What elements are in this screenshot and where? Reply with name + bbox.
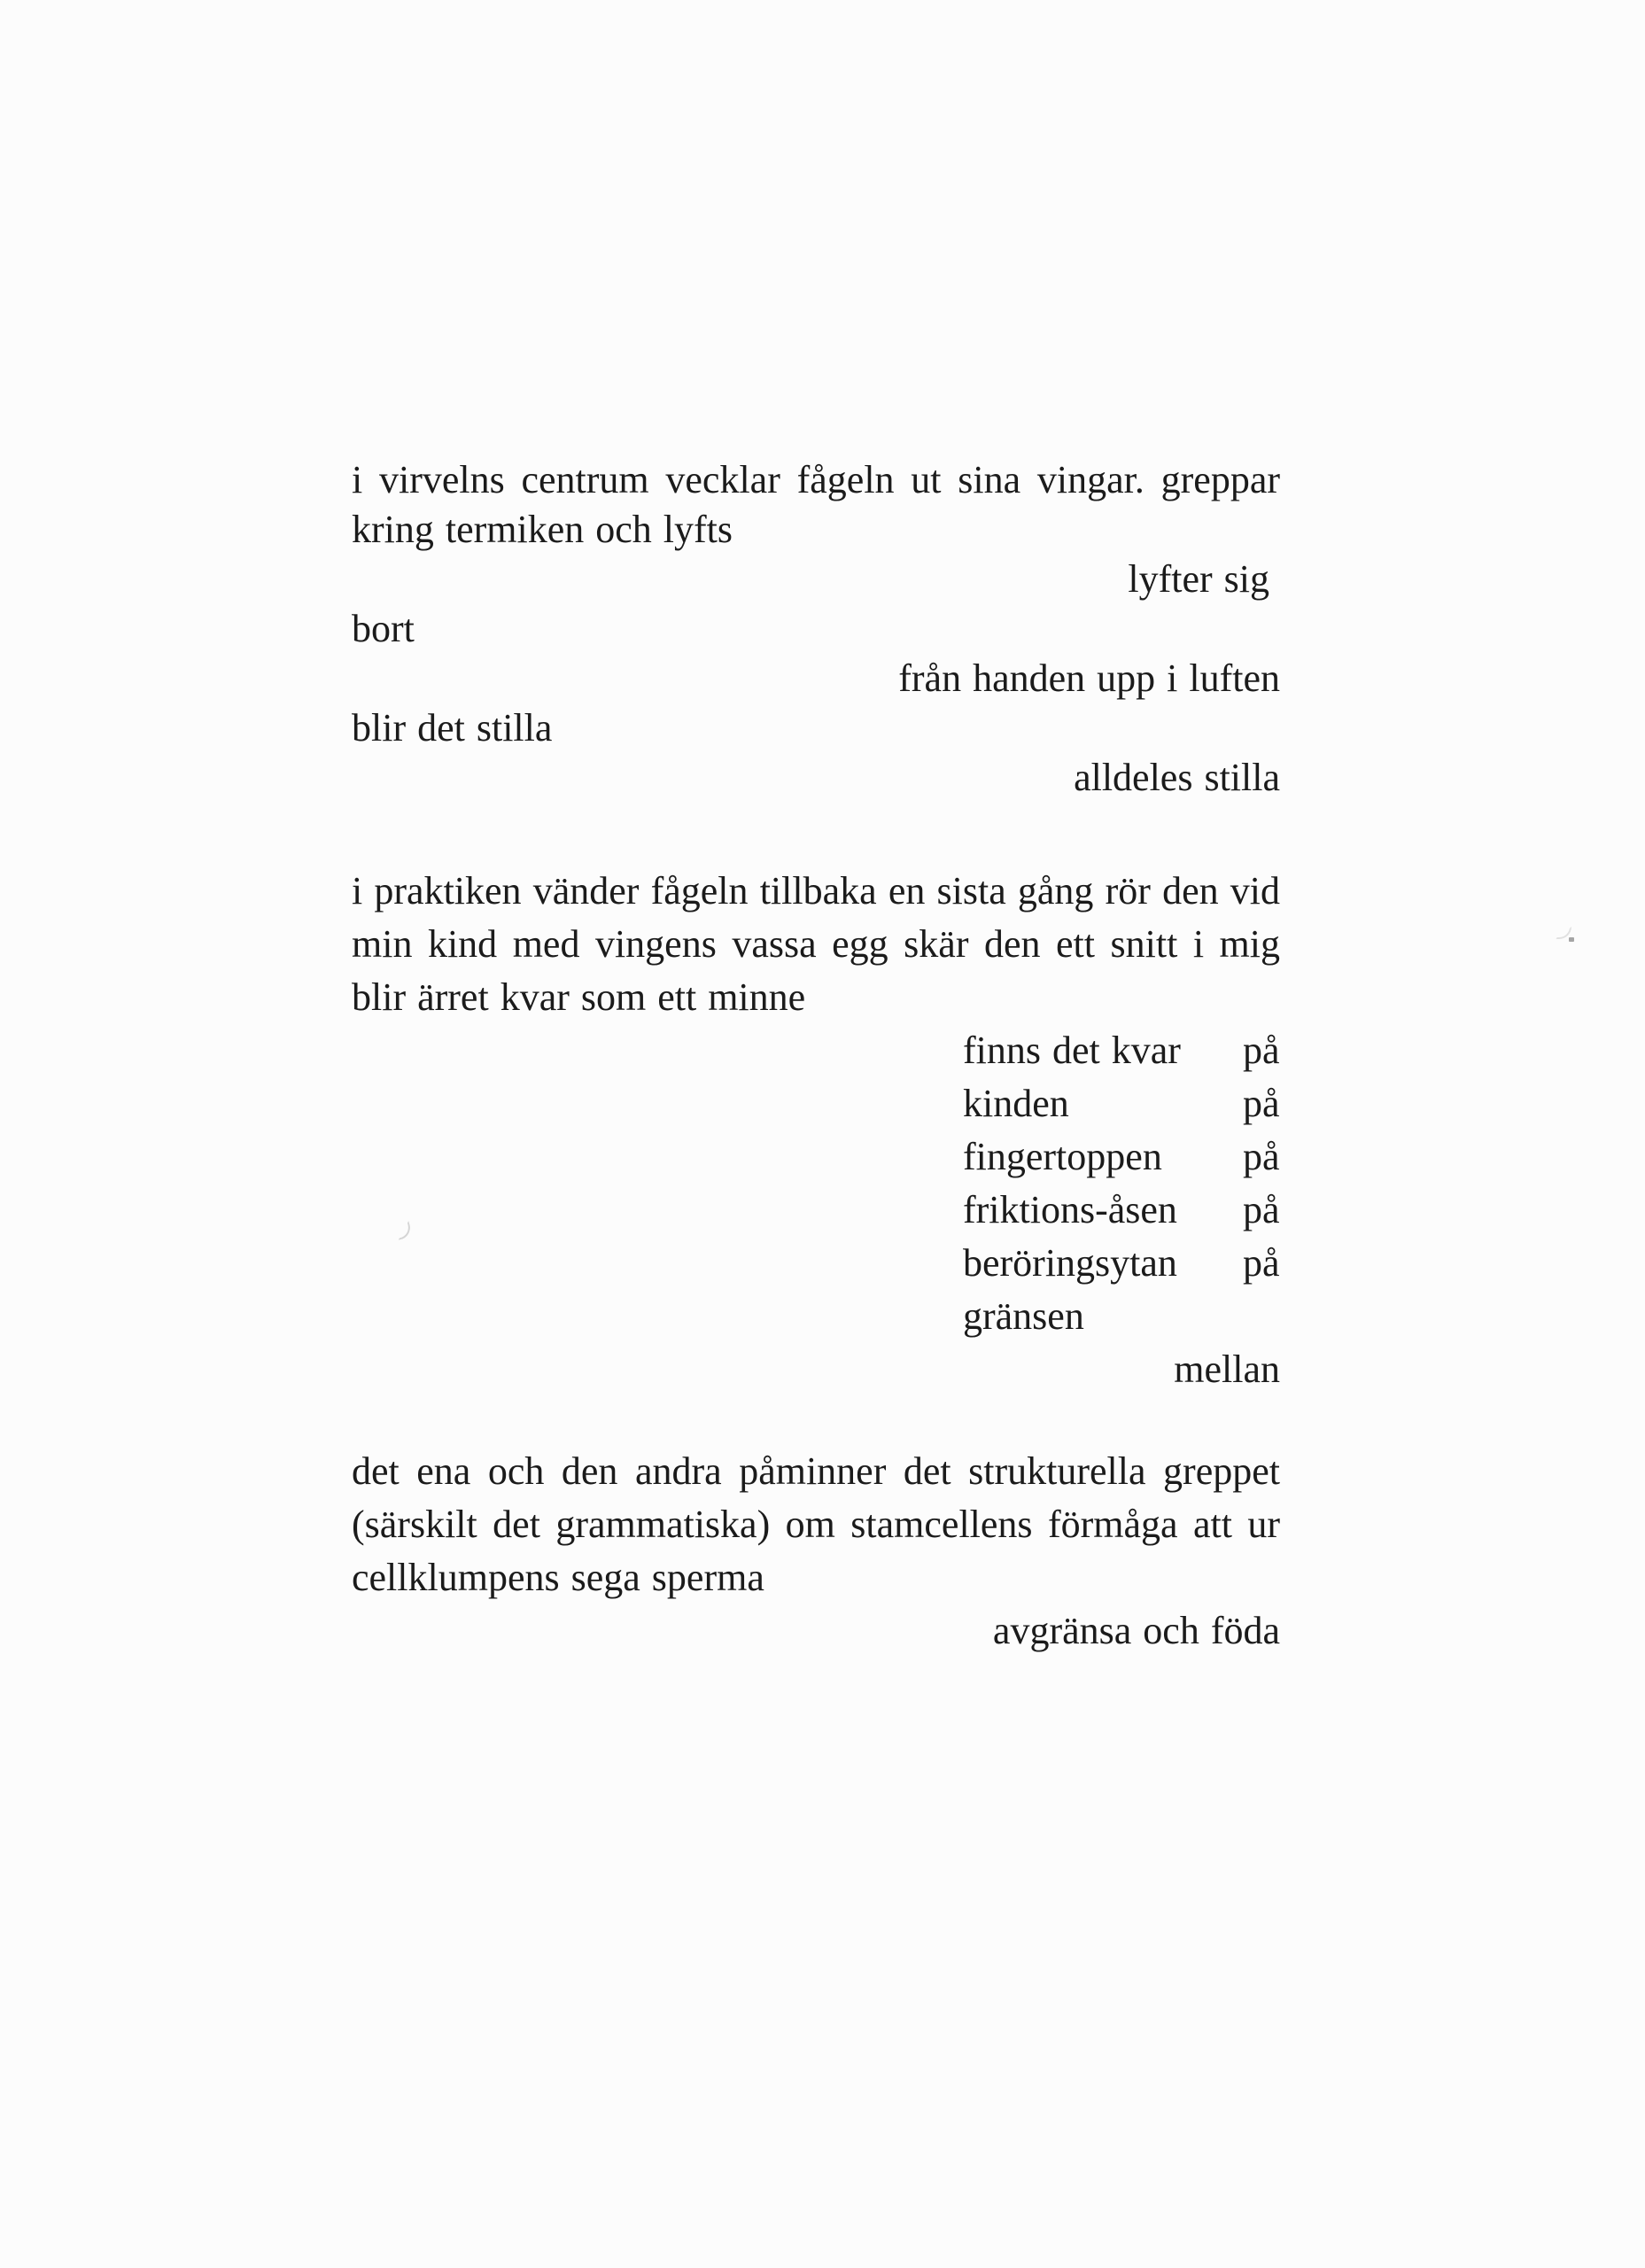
stanza1-line7: alldeles stilla (1074, 756, 1280, 799)
list-item-suffix: på (1243, 1082, 1280, 1125)
list-item-suffix: på (1243, 1029, 1280, 1072)
stanza3-line4: avgränsa och föda (992, 1609, 1280, 1652)
stanza2-line2: min kind med vingens vassa egg skär den ett snitt i mig (352, 922, 1280, 966)
stanza3-line2: (särskilt det grammatiska) om stamcellens förmåga att ur (352, 1503, 1280, 1546)
stanza2-line10: mellan (1174, 1348, 1280, 1391)
list-row (352, 1290, 1280, 1343)
list-row (352, 1077, 1280, 1130)
stanza1-line2: kring termiken och lyfts (352, 508, 733, 551)
list-item-label: beröringsytan (963, 1241, 1177, 1285)
list-item-suffix: på (1243, 1241, 1280, 1285)
list-row (352, 1184, 1280, 1237)
list-item-label: friktions-åsen (963, 1188, 1177, 1231)
stanza1-line4: bort (352, 607, 415, 650)
list-row (352, 1130, 1280, 1184)
stanza-3 (352, 1445, 1280, 1658)
stanza2-line3: blir ärret kvar som ett minne (352, 975, 806, 1019)
list-item-label: finns det kvar (963, 1029, 1181, 1072)
stanza3-line1: det ena och den andra påminner det strukturella greppet (352, 1449, 1280, 1493)
list-row (352, 1024, 1280, 1077)
list-row (352, 1237, 1280, 1290)
stanza1-line1: i virvelns centrum vecklar fågeln ut sina vingar. greppar (352, 458, 1280, 501)
list-item-label: fingertoppen (963, 1135, 1162, 1178)
stanza1-line6: blir det stilla (352, 706, 553, 750)
list-item-label: kinden (963, 1082, 1069, 1125)
list-item-label: gränsen (963, 1294, 1084, 1338)
stanza-1 (352, 455, 1280, 803)
stanza1-line5: från handen upp i luften (898, 656, 1280, 700)
stanza-2 (352, 865, 1280, 1396)
stanza1-line3: lyfter sig (1128, 557, 1269, 601)
stanza2-line1: i praktiken vänder fågeln tillbaka en sista gång rör den vid (352, 869, 1280, 913)
stanza3-line3: cellklumpens sega sperma (352, 1556, 764, 1599)
list-item-suffix: på (1243, 1135, 1280, 1178)
scan-smudge (1569, 937, 1574, 942)
list-item-suffix: på (1243, 1188, 1280, 1231)
